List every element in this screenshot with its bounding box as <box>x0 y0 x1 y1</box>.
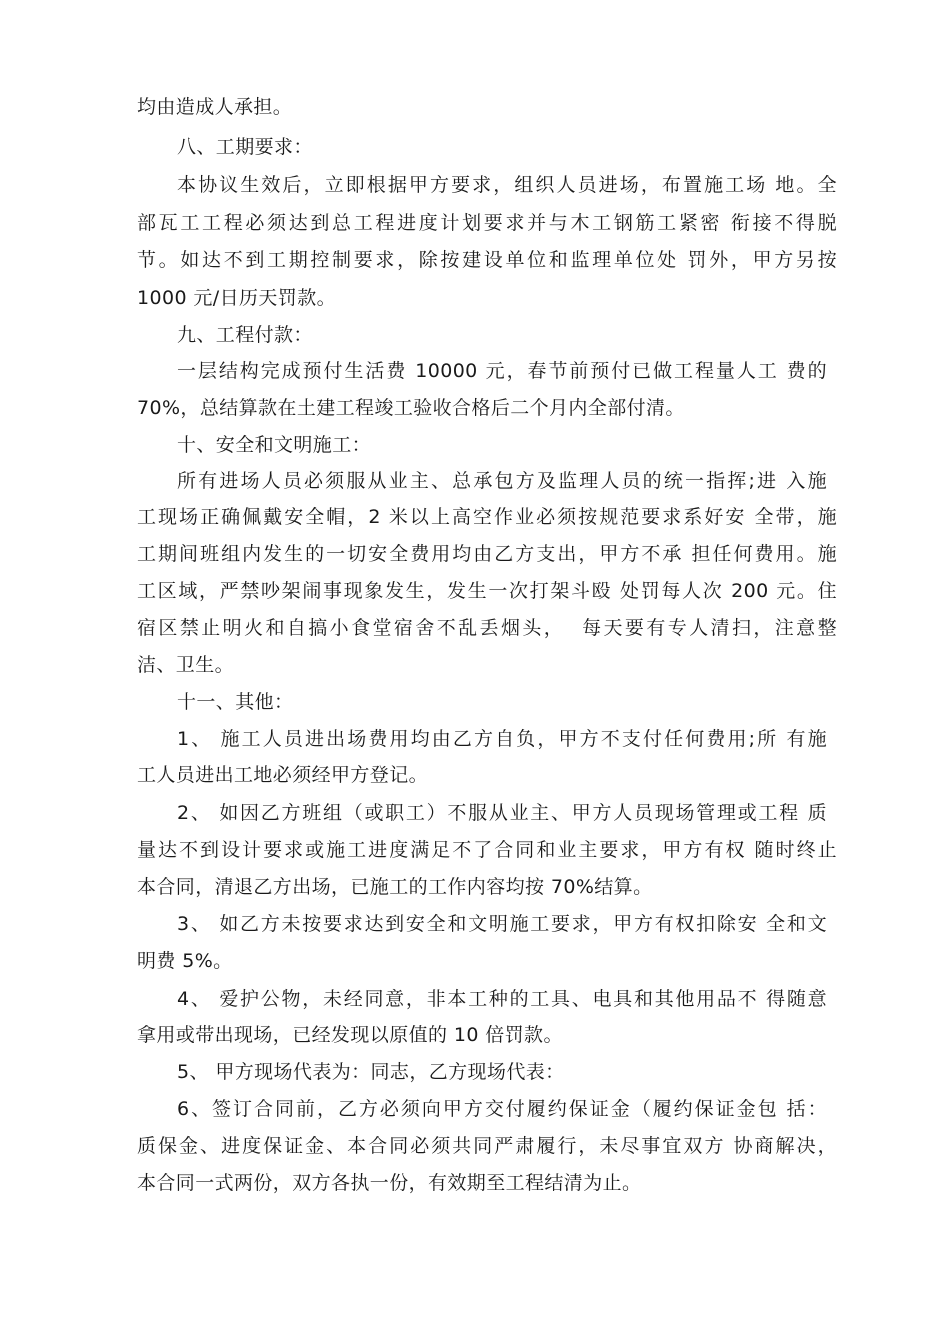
list-item: 6、签订合同前，乙方必须向甲方交付履约保证金（履约保证金包 括： <box>177 1098 827 1120</box>
paragraph-line: 本合同一式两份，双方各执一份，有效期至工程结清为止。 <box>137 1172 642 1194</box>
paragraph-line: 量达不到设计要求或施工进度满足不了合同和业主要求，甲方有权 随时终止 <box>137 839 837 861</box>
paragraph-line: 所有进场人员必须服从业主、总承包方及监理人员的统一指挥;进 入施 <box>177 470 827 492</box>
section-heading-schedule: 八、工期要求： <box>177 136 313 158</box>
section-heading-payment: 九、工程付款： <box>177 324 313 346</box>
paragraph-line: 一层结构完成预付生活费 10000 元，春节前预付已做工程量人工 费的 <box>177 360 827 382</box>
list-item: 1、 施工人员进出场费用均由乙方自负，甲方不支付任何费用;所 有施 <box>177 728 827 750</box>
paragraph-line: 明费 5%。 <box>137 950 233 972</box>
paragraph-line: 工人员进出工地必须经甲方登记。 <box>137 764 429 786</box>
paragraph-line: 本合同，清退乙方出场，已施工的工作内容均按 70%结算。 <box>137 876 653 898</box>
paragraph-line: 工期间班组内发生的一切安全费用均由乙方支出，甲方不承 担任何费用。施 <box>137 543 837 565</box>
paragraph-line: 本协议生效后，立即根据甲方要求，组织人员进场，布置施工场 地。全 <box>177 174 837 196</box>
paragraph-line: 工现场正确佩戴安全帽，2 米以上高空作业必须按规范要求系好安 全带，施 <box>137 506 837 528</box>
paragraph-line: 节。如达不到工期控制要求，除按建设单位和监理单位处 罚外，甲方另按 <box>137 249 837 271</box>
list-item: 4、 爱护公物，未经同意，非本工种的工具、电具和其他用品不 得随意 <box>177 988 827 1010</box>
list-item: 5、 甲方现场代表为：同志，乙方现场代表： <box>177 1061 565 1083</box>
list-item: 2、 如因乙方班组（或职工）不服从业主、甲方人员现场管理或工程 质 <box>177 802 827 824</box>
paragraph-line: 拿用或带出现场，已经发现以原值的 10 倍罚款。 <box>137 1024 563 1046</box>
paragraph-line: 1000 元/日历天罚款。 <box>137 287 336 309</box>
paragraph-line: 部瓦工工程必须达到总工程进度计划要求并与木工钢筋工紧密 衔接不得脱 <box>137 212 837 234</box>
section-heading-other: 十一、其他： <box>177 691 294 713</box>
paragraph-line: 均由造成人承担。 <box>137 96 293 118</box>
paragraph-line: 洁、卫生。 <box>137 654 235 676</box>
paragraph-line: 70%，总结算款在土建工程竣工验收合格后二个月内全部付清。 <box>137 397 685 419</box>
section-heading-safety: 十、安全和文明施工： <box>177 434 372 456</box>
paragraph-line: 质保金、进度保证金、本合同必须共同严肃履行，未尽事宜双方 协商解决， <box>137 1135 837 1157</box>
list-item: 3、 如乙方未按要求达到安全和文明施工要求，甲方有权扣除安 全和文 <box>177 913 827 935</box>
paragraph-line: 宿区禁止明火和自搞小食堂宿舍不乱丢烟头， 每天要有专人清扫，注意整 <box>137 617 837 639</box>
paragraph-line: 工区域，严禁吵架闹事现象发生，发生一次打架斗殴 处罚每人次 200 元。住 <box>137 580 837 602</box>
